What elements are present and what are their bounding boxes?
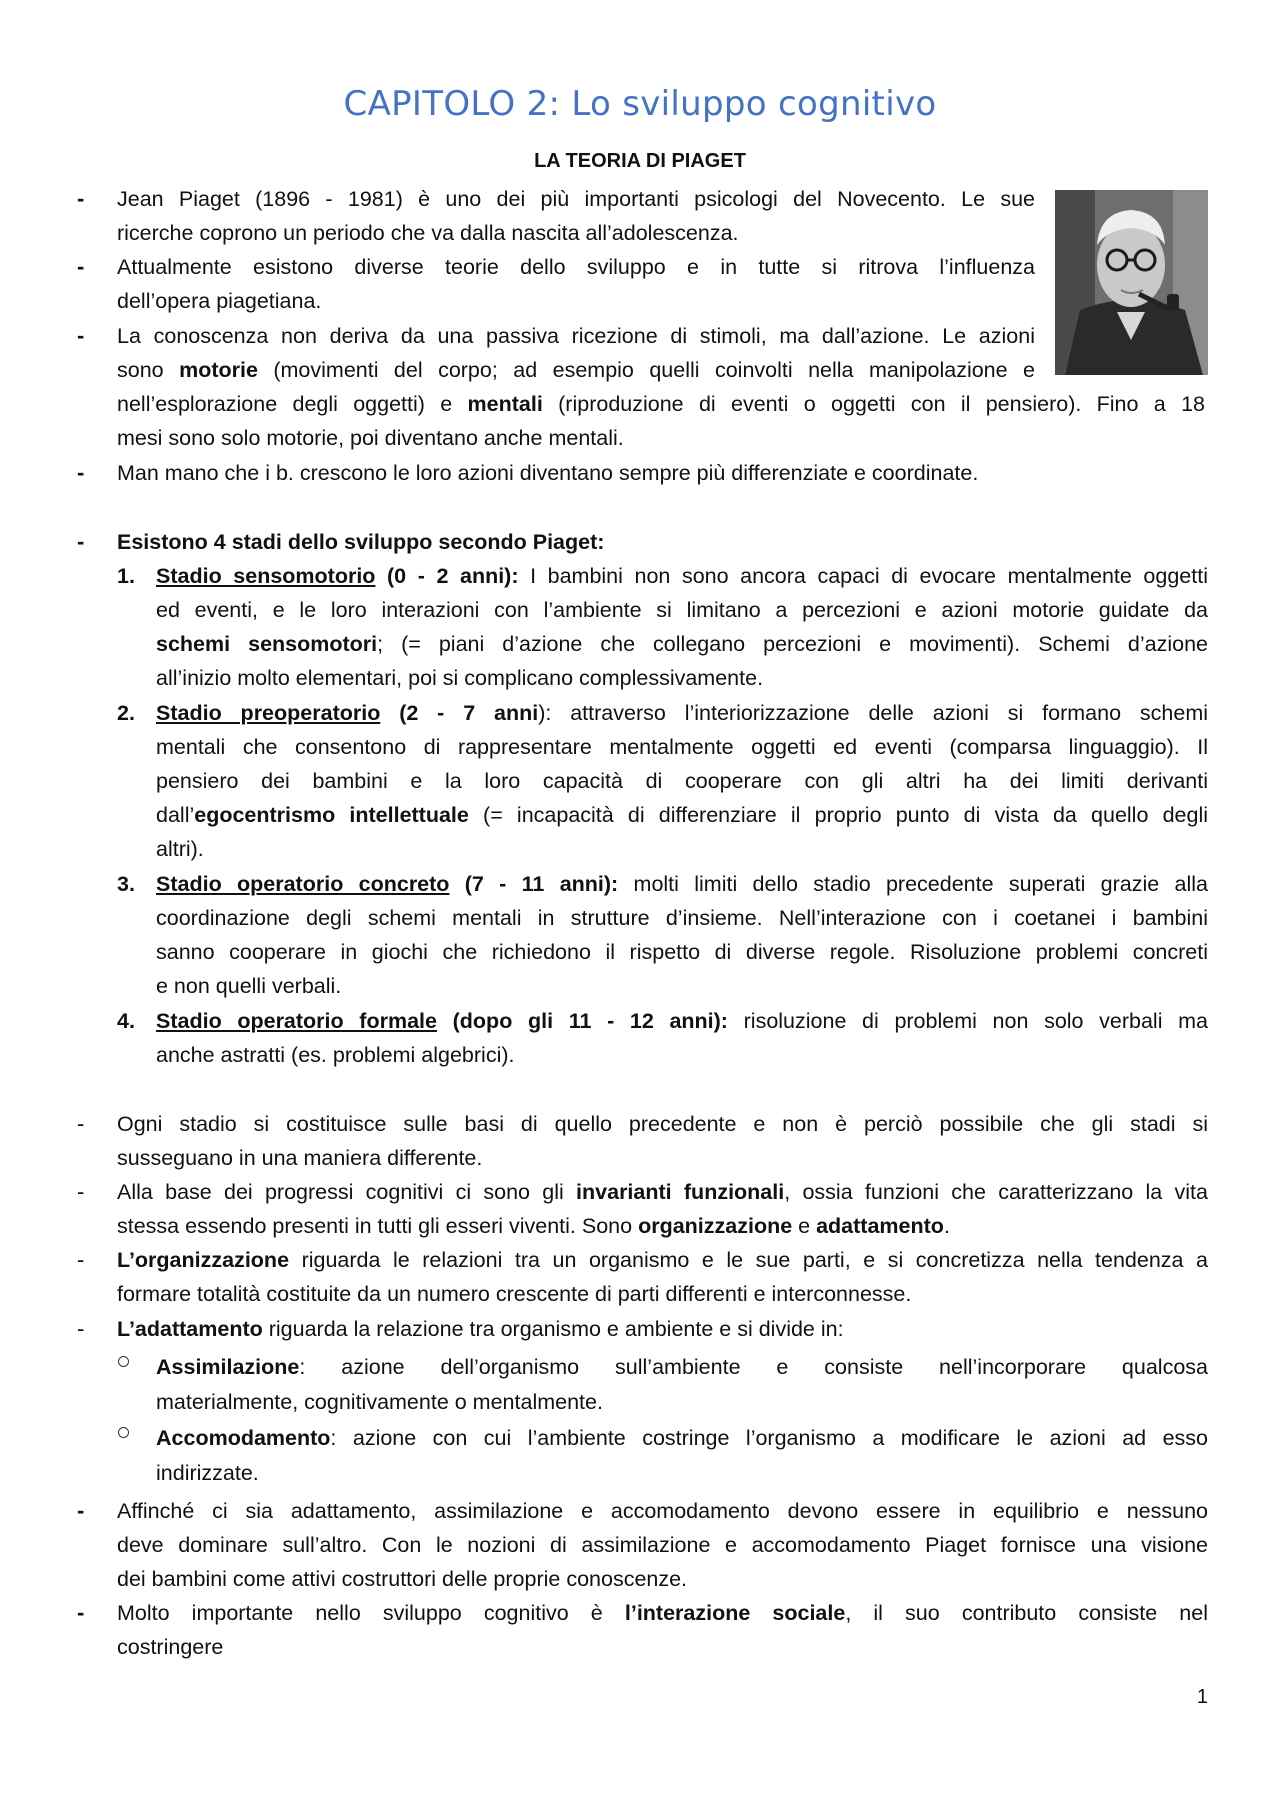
chapter-title: CAPITOLO 2: Lo sviluppo cognitivo bbox=[343, 84, 937, 124]
paragraph-line: L’organizzazione riguarda le relazioni tra un organismo e le sue parti, e si concretizza nella tendenza a bbox=[117, 1248, 1208, 1272]
paragraph-line: Alla base dei progressi cognitivi ci sono gli invarianti funzionali, ossia funzioni che caratterizzano la vita bbox=[117, 1180, 1208, 1204]
bullet-marker: - bbox=[77, 1247, 85, 1272]
paragraph-line: L’adattamento riguarda la relazione tra organismo e ambiente e si divide in: bbox=[117, 1317, 844, 1341]
paragraph-line: deve dominare sull’altro. Con le nozioni di assimilazione e accomodamento Piaget fornisce una visione bbox=[117, 1533, 1208, 1557]
sub-bullet-circle bbox=[118, 1427, 129, 1438]
list-number: 4. bbox=[117, 1009, 135, 1033]
bullet-marker: - bbox=[77, 1600, 85, 1625]
stage-line: ed eventi, e le loro interazioni con l’ambiente si limitano a percezioni e azioni motorie guidate da bbox=[156, 598, 1208, 622]
bullet-marker: - bbox=[77, 460, 85, 485]
bullet-marker: - bbox=[77, 254, 85, 279]
paragraph-line: Molto importante nello sviluppo cognitivo è l’interazione sociale, il suo contributo consiste nel bbox=[117, 1601, 1208, 1625]
stage-line: anche astratti (es. problemi algebrici). bbox=[156, 1043, 515, 1067]
paragraph-line: Ogni stadio si costituisce sulle basi di quello precedente e non è perciò possibile che gli stadi si bbox=[117, 1112, 1208, 1136]
stage-line: Stadio sensomotorio (0 - 2 anni): I bambini non sono ancora capaci di evocare mentalmente oggetti bbox=[156, 564, 1208, 588]
sub-bullet-circle bbox=[118, 1356, 129, 1367]
stage-line: dall’egocentrismo intellettuale (= incapacità di differenziare il proprio punto di vista da quello degli bbox=[156, 803, 1208, 827]
bullet-marker: - bbox=[77, 323, 85, 348]
paragraph-line: costringere bbox=[117, 1635, 224, 1659]
bullet-marker: - bbox=[77, 1111, 85, 1136]
page-number: 1 bbox=[1196, 1686, 1208, 1708]
bullet-marker: - bbox=[77, 1316, 85, 1341]
stage-line: all’inizio molto elementari, poi si complicano complessivamente. bbox=[156, 666, 764, 690]
sub-item-line: materialmente, cognitivamente o mentalmente. bbox=[156, 1390, 603, 1414]
bullet-marker: - bbox=[77, 529, 85, 554]
bullet-marker: - bbox=[77, 1498, 85, 1523]
paragraph-line: mesi sono solo motorie, poi diventano anche mentali. bbox=[117, 426, 624, 450]
list-number: 3. bbox=[117, 872, 135, 896]
stage-line: pensiero dei bambini e la loro capacità di cooperare con gli altri ha dei limiti derivanti bbox=[156, 769, 1208, 793]
paragraph-line: dei bambini come attivi costruttori delle proprie conoscenze. bbox=[117, 1567, 688, 1591]
section-heading: LA TEORIA DI PIAGET bbox=[534, 150, 746, 172]
stage-line: Stadio operatorio concreto (7 - 11 anni): molti limiti dello stadio precedente superati grazie alla bbox=[156, 872, 1208, 896]
bullet-marker: - bbox=[77, 1179, 85, 1204]
paragraph-line: nell’esplorazione degli oggetti) e mentali (riproduzione di eventi o oggetti con il pensiero). Fino a 18 bbox=[117, 392, 1205, 416]
stages-heading: Esistono 4 stadi dello sviluppo secondo Piaget: bbox=[117, 530, 605, 554]
paragraph-line: ricerche coprono un periodo che va dalla nascita all’adolescenza. bbox=[117, 221, 739, 245]
stage-line: Stadio preoperatorio (2 - 7 anni): attraverso l’interiorizzazione delle azioni si formano schemi bbox=[156, 701, 1208, 725]
paragraph-line: susseguano in una maniera differente. bbox=[117, 1146, 483, 1170]
stage-line: sanno cooperare in giochi che richiedono il rispetto di diverse regole. Risoluzione problemi concreti bbox=[156, 940, 1208, 964]
paragraph-line: Affinché ci sia adattamento, assimilazione e accomodamento devono essere in equilibrio e nessuno bbox=[117, 1499, 1208, 1523]
sub-item-line: indirizzate. bbox=[156, 1461, 259, 1485]
stage-line: e non quelli verbali. bbox=[156, 974, 342, 998]
bullet-marker: - bbox=[77, 186, 85, 211]
paragraph-line: Attualmente esistono diverse teorie dello sviluppo e in tutte si ritrova l’influenza bbox=[117, 255, 1035, 279]
portrait-illustration bbox=[1055, 190, 1208, 375]
stage-line: Stadio operatorio formale (dopo gli 11 - 12 anni): risoluzione di problemi non solo verbali ma bbox=[156, 1009, 1208, 1033]
paragraph-line: sono motorie (movimenti del corpo; ad esempio quelli coinvolti nella manipolazione e bbox=[117, 358, 1035, 382]
piaget-portrait-photo bbox=[1055, 190, 1208, 375]
stage-line: coordinazione degli schemi mentali in strutture d’insieme. Nell’interazione con i coetanei i bambini bbox=[156, 906, 1208, 930]
paragraph-line: La conoscenza non deriva da una passiva ricezione di stimoli, ma dall’azione. Le azioni bbox=[117, 324, 1035, 348]
stage-line: altri). bbox=[156, 837, 204, 861]
list-number: 1. bbox=[117, 564, 135, 588]
list-number: 2. bbox=[117, 701, 135, 725]
stage-line: schemi sensomotori; (= piani d’azione che collegano percezioni e movimenti). Schemi d’azione bbox=[156, 632, 1208, 656]
paragraph-line: dell’opera piagetiana. bbox=[117, 289, 322, 313]
paragraph-line: formare totalità costituite da un numero crescente di parti differenti e interconnesse. bbox=[117, 1282, 912, 1306]
sub-item-line: Accomodamento: azione con cui l’ambiente costringe l’organismo a modificare le azioni ad esso bbox=[156, 1426, 1208, 1450]
paragraph-line: Jean Piaget (1896 - 1981) è uno dei più importanti psicologi del Novecento. Le sue bbox=[117, 187, 1035, 211]
paragraph-line: Man mano che i b. crescono le loro azioni diventano sempre più differenziate e coordinate. bbox=[117, 461, 979, 485]
paragraph-line: stessa essendo presenti in tutti gli esseri viventi. Sono organizzazione e adattamento. bbox=[117, 1214, 950, 1238]
stage-line: mentali che consentono di rappresentare mentalmente oggetti ed eventi (comparsa linguaggio). Il bbox=[156, 735, 1208, 759]
sub-item-line: Assimilazione: azione dell’organismo sull’ambiente e consiste nell’incorporare qualcosa bbox=[156, 1355, 1208, 1379]
